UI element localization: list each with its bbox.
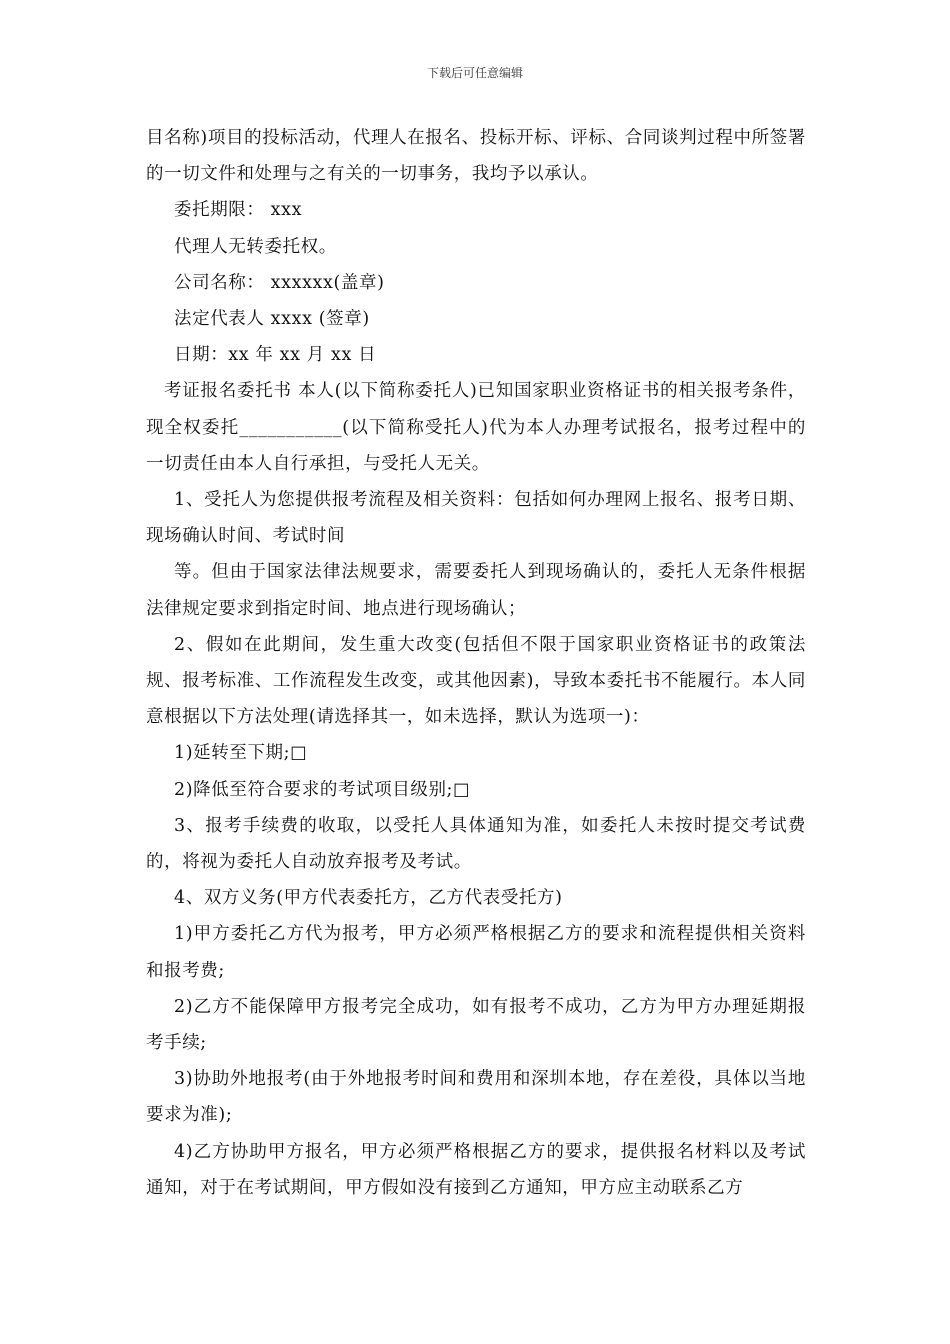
paragraph-exam-entrustment-intro: 考证报名委托书 本人(以下简称委托人)已知国家职业资格证书的相关报考条件，现全权委托___________(以下简称受托人)代为本人办理考试报名，报考过程中的一切责任由本人自行承担，与受托人无关。 <box>146 381 806 474</box>
paragraph-item-4: 4、双方义务(甲方代表委托方，乙方代表受托方) <box>174 888 563 909</box>
paragraph-date: 日期：xx 年 xx 月 xx 日 <box>174 345 377 366</box>
page-header: 下载后可任意编辑 <box>426 66 523 80</box>
paragraph-company-name: 公司名称： xxxxxx(盖章) <box>174 272 385 293</box>
paragraph-obligation-3: 3)协助外地报考(由于外地报考时间和费用和深圳本地，存在差役，具体以当地要求为准); <box>146 1069 806 1126</box>
paragraph-no-subdelegation: 代理人无转委托权。 <box>174 236 337 257</box>
paragraph-obligation-2: 2)乙方不能保障甲方报考完全成功，如有报考不成功，乙方为甲方办理延期报考手续; <box>146 996 806 1054</box>
paragraph-option-2: 2)降低至符合要求的考试项目级别;□ <box>174 779 471 800</box>
paragraph-project-scope: 目名称)项目的投标活动，代理人在报名、投标开标、评标、合同谈判过程中所签署的一切文件和处理与之有关的一切事务，我均予以承认。 <box>146 128 806 185</box>
paragraph-item-1-continued: 等。但由于国家法律法规要求，需要委托人到现场确认的，委托人无条件根据法律规定要求到指定时间、地点进行现场确认； <box>146 562 806 619</box>
paragraph-option-1: 1)延转至下期;□ <box>174 743 308 764</box>
paragraph-legal-representative: 法定代表人 xxxx (签章) <box>174 309 370 330</box>
paragraph-item-2: 2、假如在此期间，发生重大改变(包括但不限于国家职业资格证书的政策法规、报考标准、工作流程发生改变，或其他因素)，导致本委托书不能履行。本人同意根据以下方法处理(请选择其一，如未选择，默认为选项一)： <box>146 634 806 728</box>
paragraph-item-3: 3、报考手续费的收取，以受托人具体通知为准，如委托人未按时提交考试费的，将视为委托人自动放弃报考及考试。 <box>146 815 806 873</box>
document-body <box>146 120 806 1206</box>
paragraph-obligation-4: 4)乙方协助甲方报名，甲方必须严格根据乙方的要求，提供报名材料以及考试通知，对于在考试期间，甲方假如没有接到乙方通知，甲方应主动联系乙方 <box>146 1141 806 1198</box>
paragraph-obligation-1: 1)甲方委托乙方代为报考，甲方必须严格根据乙方的要求和流程提供相关资料和报考费; <box>146 924 806 981</box>
paragraph-entrust-period: 委托期限： xxx <box>174 200 303 221</box>
paragraph-item-1: 1、受托人为您提供报考流程及相关资料：包括如何办理网上报名、报考日期、现场确认时间、考试时间 <box>146 490 806 547</box>
